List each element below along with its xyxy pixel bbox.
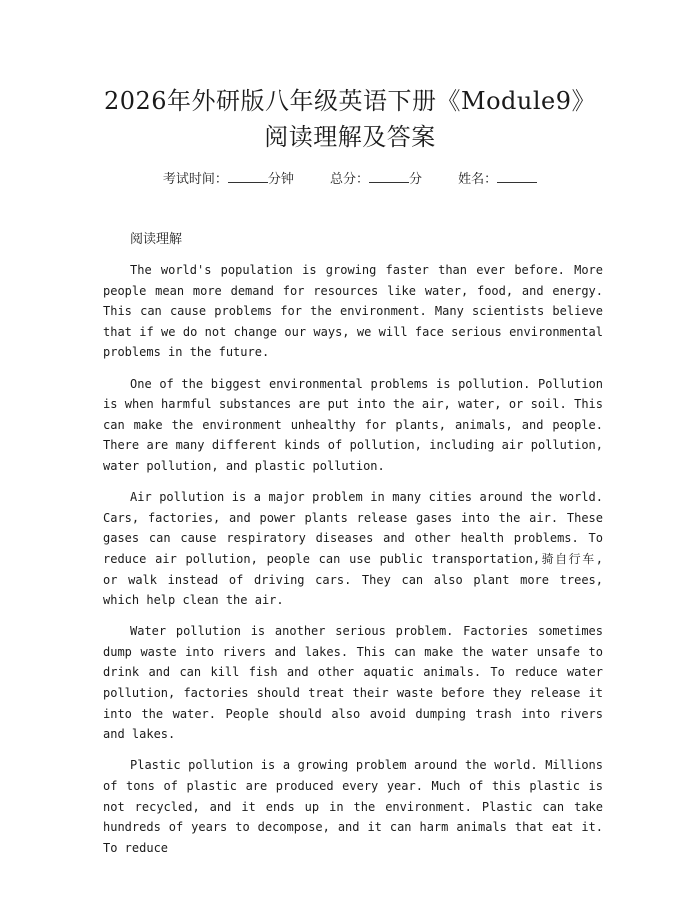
exam-time bbox=[163, 172, 298, 187]
passage-paragraph-5: Plastic pollution is a growing problem around the world. Millions of tons of plastic are produced every year. Much of this plastic is not recycled, and it ends up in the environment. Plastic can take hundreds of years to decompose, and it can harm animals that eat it. To reduce bbox=[103, 758, 603, 855]
section-heading: 阅读理解 bbox=[130, 232, 183, 247]
exam-time-blank bbox=[228, 168, 268, 183]
exam-score-unit: 分 bbox=[409, 172, 423, 187]
document-title-line1: 2026年外研版八年级英语下册《Module9》 bbox=[103, 87, 597, 115]
passage-paragraph-1: The world's population is growing faster than ever before. More people mean more demand for resources like water, food, and energy. This can cause problems for the environment. Many scientists believe that if we do not change our ways, we will face serious environmental problems in the future. bbox=[103, 263, 603, 360]
passage-paragraph-3: Air pollution is a major problem in many cities around the world. Cars, factories, and power plants release gases into the air. These gases can cause respiratory diseases and other health problems. To reduce air pollution, people can use public transportation,骑自行车, or walk instead of driving cars. They can also plant more trees, which help clean the air. bbox=[103, 490, 603, 608]
student-name-label: 姓名： bbox=[458, 172, 498, 187]
document-title-line2: 阅读理解及答案 bbox=[264, 123, 436, 151]
exam-score-blank bbox=[369, 168, 409, 183]
exam-time-unit: 分钟 bbox=[267, 172, 294, 187]
exam-meta bbox=[0, 168, 700, 190]
passage-paragraph-2: One of the biggest environmental problems is pollution. Pollution is when harmful substances are put into the air, water, or soil. This can make the environment unhealthy for plants, animals, and people. There are many different kinds of pollution, including air pollution, water pollution, and plastic pollution. bbox=[103, 376, 603, 473]
student-name bbox=[458, 172, 537, 187]
passage-paragraph-4: Water pollution is another serious problem. Factories sometimes dump waste into rivers and lakes. This can make the water unsafe to drink and can kill fish and other aquatic animals. To reduce water pollution, factories should treat their waste before they release it into the water. People should also avoid dumping trash into rivers and lakes. bbox=[103, 624, 603, 742]
reading-passage bbox=[103, 260, 603, 869]
exam-score bbox=[330, 172, 426, 187]
student-name-blank bbox=[497, 168, 537, 183]
exam-score-label: 总分： bbox=[329, 172, 369, 187]
exam-time-label: 考试时间： bbox=[162, 172, 228, 187]
